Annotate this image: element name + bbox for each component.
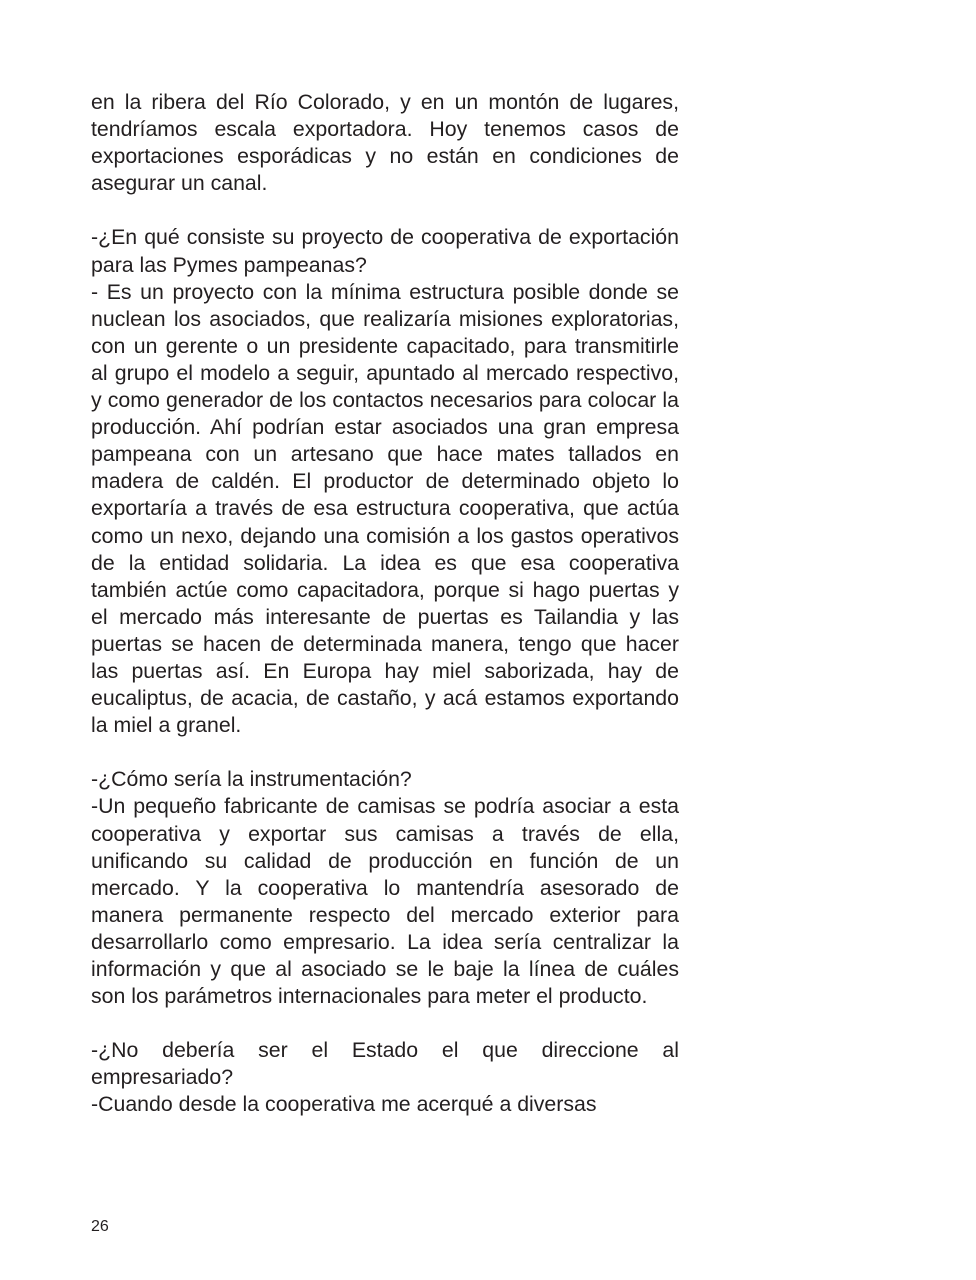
answer-project: - Es un proyecto con la mínima estructura posible donde se nuclean los asociados, que realizaría misiones exploratorias, con un gerente o un presidente capacitado, para transmitirle al grupo el modelo a seguir, apuntado al mercado respectivo, y como generador de los contactos necesarios para colocar la producción. Ahí podrían estar asociados una gran empresa pampeana con un artesano que hace mates tallados en madera de caldén. El productor de determinado objeto lo exportaría a través de esa estructura cooperativa, que actúa como un nexo, dejando una comisión a los gastos operativos de la entidad solidaria. La idea es que esa cooperativa también actúe como capacitadora, porque si hago puertas y el mercado más interesante de puertas es Tailandia y las puertas se hacen de determinada manera, tengo que hacer las puertas así. En Europa hay miel saborizada, hay de eucaliptus, de acacia, de castaño, y acá estamos exportando la miel a granel.	[91, 279, 679, 738]
question-instrumentation: -¿Cómo sería la instrumentación?	[91, 767, 412, 792]
answer-state: -Cuando desde la cooperativa me acerqué a diversas	[91, 1092, 597, 1117]
paragraph-spacer	[91, 1010, 679, 1037]
paragraph-spacer	[91, 739, 679, 766]
paragraph-spacer	[91, 197, 679, 224]
question-state: -¿No debería ser el Estado el que direccione al empresariado?	[91, 1038, 679, 1090]
answer-instrumentation: -Un pequeño fabricante de camisas se podría asociar a esta cooperativa y exportar sus camisas a través de ella, unificando su calidad de producción en función de un mercado. Y la cooperativa lo mantendría asesorado de manera permanente respecto del mercado exterior para desarrollarlo como empresario. La idea sería centralizar la información y que al asociado se le baje la línea de cuáles son los parámetros internacionales para meter el producto.	[91, 794, 679, 1009]
body-text	[91, 89, 679, 1119]
page-number: 26	[91, 1218, 109, 1235]
paragraph-intro: en la ribera del Río Colorado, y en un montón de lugares, tendríamos escala exportadora. Hoy tenemos casos de exportaciones esporádicas y no están en condiciones de asegurar un canal.	[91, 90, 679, 196]
question-project: -¿En qué consiste su proyecto de cooperativa de exportación para las Pymes pampeanas?	[91, 225, 679, 277]
